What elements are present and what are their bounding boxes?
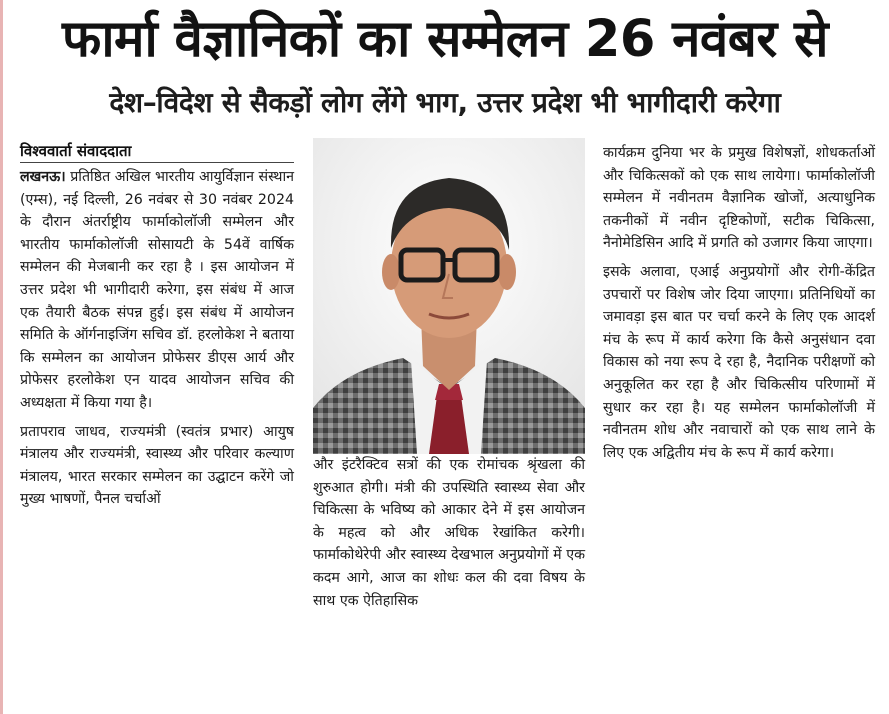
- article-column-3: [603, 142, 875, 470]
- portrait-photo: [313, 138, 585, 454]
- byline: विश्ववार्ता संवाददाता: [20, 140, 294, 163]
- page-edge-rule: [0, 0, 3, 714]
- man-portrait-photo-icon: [313, 138, 585, 454]
- paragraph-3: और इंटरैक्टिव सत्रों की एक रोमांचक श्रृंखला की शुरुआत होगी। मंत्री की उपस्थिति स्वास्थ्य सेवा और चिकित्सा के भविष्य को आकार देने में इस आयोजन के महत्व को और अधिक रेखांकित करेगी। फार्माकोथेरेपी और स्वास्थ्य देखभाल अनुप्रयोगों में एक कदम आगे, आज का शोधः कल की दवा विषय के साथ एक ऐतिहासिक: [313, 457, 585, 609]
- paragraph-2: प्रतापराव जाधव, राज्यमंत्री (स्वतंत्र प्रभार) आयुष मंत्रालय और राज्यमंत्री, स्वास्थ्य और परिवार कल्याण मंत्रालय, भारत सरकार सम्मेलन का उद्घाटन करेंगे जो मुख्य भाषणों, पैनल चर्चाओं: [20, 423, 294, 508]
- article-column-2: [313, 454, 585, 618]
- paragraph-5: इसके अलावा, एआई अनुप्रयोगों और रोगी-केंद्रित उपचारों पर विशेष जोर दिया जाएगा। प्रतिनिधियों का जमावड़ा इस बात पर चर्चा करने के लिए एक आदर्श मंच के रूप में कार्य करेगा कि कैसे अनुसंधान दवा विकास को नया रूप दे रहा है, नैदानिक परीक्षणों को अनुकूलित कर रहा है और चिकित्सीय परिणामों में सुधार कर रहा है। यह सम्मेलन फार्माकोलॉजी में नवीनतम शोध और नवाचारों को एक साथ लाने के लिए एक अद्वितीय मंच के रूप में कार्य करेगा।: [603, 263, 875, 461]
- paragraph-4: कार्यक्रम दुनिया भर के प्रमुख विशेषज्ञों, शोधकर्ताओं और चिकित्सकों को एक साथ लायेगा। फार्माकोलॉजी सम्मेलन में नवीनतम वैज्ञानिक खोजों, अत्याधुनिक तकनीकों में नवीन दृष्टिकोणों, सटीक चिकित्सा, नैनोमेडिसिन आदि में प्रगति को उजागर किया जाएगा।: [603, 145, 875, 252]
- paragraph-1-text: प्रतिष्ठित अखिल भारतीय आयुर्विज्ञान संस्थान (एम्स), नई दिल्ली, 26 नवंबर से 30 नवंबर 2024 के दौरान अंतर्राष्ट्रीय फार्माकोलॉजी सम्मेलन और भारतीय फार्माकोलॉजी सोसायटी के 54वें वार्षिक सम्मेलन की मेजबानी कर रहा है । इस आयोजन में उत्तर प्रदेश भी भागीदारी करेगा, इस संबंध में आज एक तैयारी बैठक संपन्न हुई। इस संबंध में आयोजन समिति के ऑर्गनाइजिंग सचिव डॉ. हरलोकेश ने बताया कि सम्मेलन का आयोजन प्रोफेसर डीएस आर्य और प्रोफेसर हरलोकेश एन यादव आयोजन सचिव की अध्यक्षता में किया गया है।: [20, 169, 294, 411]
- dateline: लखनऊ।: [20, 169, 66, 185]
- article-column-1: [20, 166, 294, 517]
- subheadline: देश–विदेश से सैकड़ों लोग लेंगे भाग, उत्तर प्रदेश भी भागीदारी करेगा: [109, 86, 781, 119]
- headline: फार्मा वैज्ञानिकों का सम्मेलन 26 नवंबर से: [62, 10, 828, 69]
- paragraph-1: [20, 166, 294, 415]
